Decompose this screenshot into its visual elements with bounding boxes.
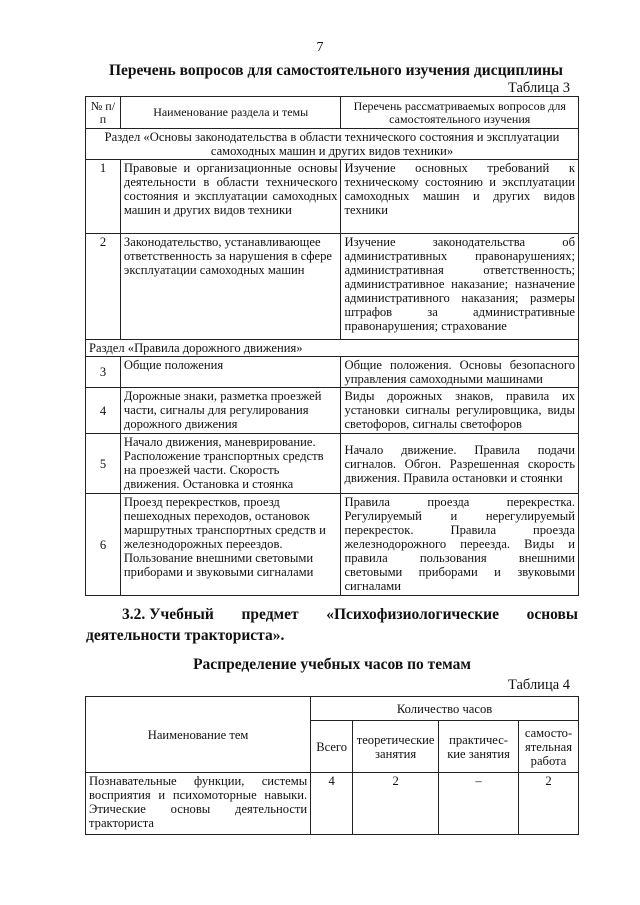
table3-row-questions: Начало движение. Правила подачи сигналов. Обгон. Разрешенная скорость движения. Правила остановки и стоянки [341,434,579,494]
table3-section-1: Раздел «Основы законодательства в области технического состояния и эксплуатации самоходных машин и других видов техники» [86,129,579,160]
table3-header-topic: Наименование раздела и темы [120,97,341,129]
heading-part: предмет [241,606,299,623]
table4-row-practice: – [439,773,519,835]
table4-header-total: Всего [311,721,353,773]
table3-row-num: 1 [86,160,121,234]
table4-row-name: Познавательные функции, системы восприятия и психомоторные навыки. Этические основы деятельности тракториста [86,773,311,835]
table3-row-num: 4 [86,388,121,434]
table3-row-num: 6 [86,494,121,596]
section-3-2-heading [86,604,578,646]
table3-row-num: 5 [86,434,121,494]
table3-row-questions: Изучение законодательства об административных правонарушениях; административная ответственность; административное наказание; назначение административного наказания; размеры штрафов за административные правонарушения; страхование [341,234,579,340]
table4-row-theory: 2 [353,773,439,835]
page-number: 7 [316,40,324,55]
table3-row-topic: Дорожные знаки, разметка проезжей части, сигналы для регулирования дорожного движения [120,388,341,434]
distribution-title: Распределение учебных часов по темам [193,656,471,673]
table3-row-questions: Правила проезда перекрестка. Регулируемый и нерегулируемый перекресток. Правила проезда железнодорожного переезда. Виды и правила пользования внешними световыми приборами и звуковыми сигналами [341,494,579,596]
heading-part: 3.2. Учебный [122,606,214,623]
table4 [85,696,579,835]
table3-section-2: Раздел «Правила дорожного движения» [86,340,579,357]
table4-row-total: 4 [311,773,353,835]
heading-part: «Психофизиологические [326,606,499,623]
table3-header-num: № п/п [86,97,121,129]
table4-header-hours: Количество часов [311,697,579,721]
table3-row-topic: Законодательство, устанавливающее ответственность за нарушения в сфере эксплуатации самоходных машин [120,234,341,340]
table3 [85,96,579,596]
table4-header-name: Наименование тем [86,697,311,773]
heading-part: основы [526,606,578,623]
table3-row-num: 2 [86,234,121,340]
table3-row-questions: Виды дорожных знаков, правила их установки сигналы регулировщика, виды светофоров, сигналы светофоров [341,388,579,434]
table3-row-topic: Правовые и организационные основы деятельности в области технического состояния и эксплуатации самоходных машин и других видов техники [120,160,341,234]
page-title: Перечень вопросов для самостоятельного изучения дисциплины [108,62,564,79]
table3-row-questions: Изучение основных требований к техническому состоянию и эксплуатации самоходных машин и других видов техники [341,160,579,234]
table3-row-num: 3 [86,357,121,388]
table3-row-topic: Проезд перекрестков, проезд пешеходных переходов, остановок маршрутных транспортных средств и железнодорожных переездов. Пользование внешними световыми приборами и звуковыми сигналами [120,494,341,596]
heading-line2: деятельности тракториста». [86,627,285,644]
table3-header-questions: Перечень рассматриваемых вопросов для самостоятельного изучения [341,97,579,129]
table4-header-self: самосто-ятельная работа [519,721,579,773]
table4-header-practice: практичес-кие занятия [439,721,519,773]
table3-row-topic: Начало движения, маневрирование. Расположение транспортных средств на проезжей части. Скорость движения. Остановка и стоянка [120,434,341,494]
table3-label: Таблица 3 [508,80,571,96]
table4-header-theory: теоретические занятия [353,721,439,773]
table3-row-topic: Общие положения [120,357,341,388]
table4-row-self: 2 [519,773,579,835]
table4-label: Таблица 4 [508,677,571,693]
table3-row-questions: Общие положения. Основы безопасного управления самоходными машинами [341,357,579,388]
